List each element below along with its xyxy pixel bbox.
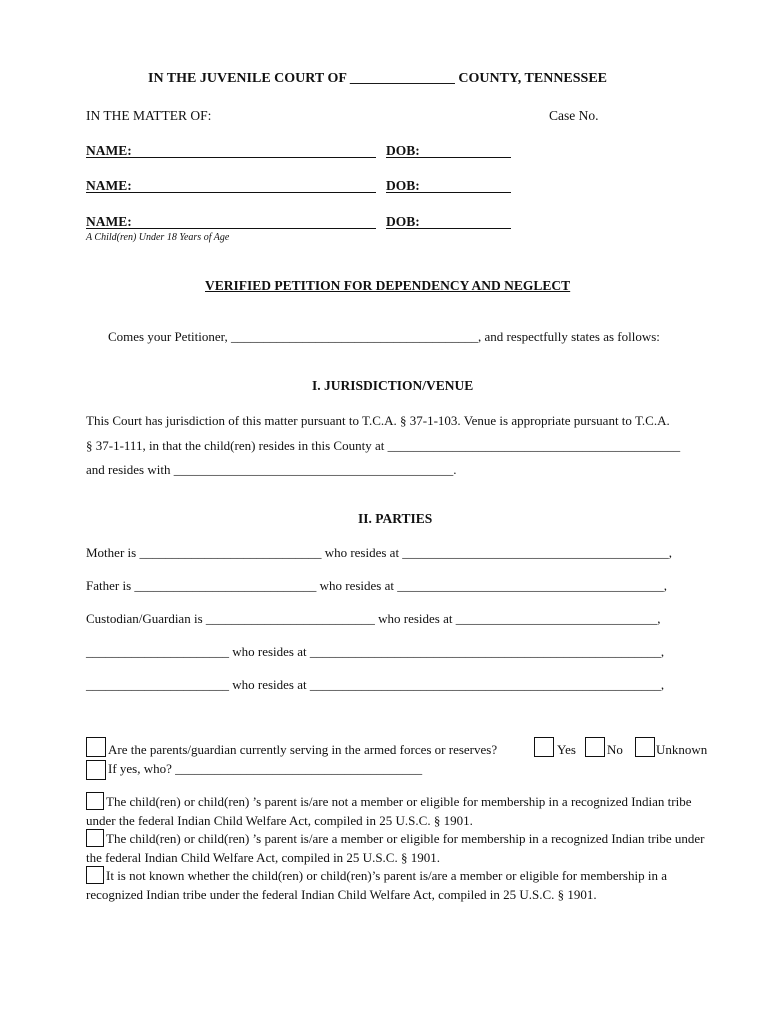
custodian-row: Custodian/Guardian is __________________________ who resides at _______________________________, [86, 611, 661, 626]
jurisdiction-line-2: § 37-1-111, in that the child(ren) resides in this County at _____________________________________________ [86, 438, 681, 453]
jurisdiction-line-1: This Court has jurisdiction of this matter pursuant to T.C.A. § 37-1-103. Venue is appropriate pursuant to T.C.A. [86, 413, 670, 428]
child-1-name-label: NAME: [86, 143, 132, 158]
icwa-unknown-text: It is not known whether the child(ren) or child(ren)’s parent is/are a member or eligible for membership in a recognized Indian tribe under the federal Indian Child Welfare Act, compiled in 25 U.S.C. § 1901. [86, 868, 667, 902]
child-3-dob-field[interactable] [386, 228, 511, 229]
age-note: A Child(ren) Under 18 Years of Age [86, 232, 230, 243]
child-2-dob-label: DOB: [386, 178, 420, 193]
yes-checkbox[interactable] [534, 737, 554, 757]
child-1-name-field[interactable] [86, 157, 376, 158]
unknown-checkbox[interactable] [635, 737, 655, 757]
icwa-member-checkbox[interactable] [86, 829, 104, 847]
child-3-name-label: NAME: [86, 214, 132, 229]
jurisdiction-heading: I. JURISDICTION/VENUE [312, 378, 474, 393]
icwa-paragraph-member [86, 829, 716, 867]
mother-row: Mother is ____________________________ who resides at _________________________________________, [86, 545, 673, 560]
icwa-not-member-text: The child(ren) or child(ren) ’s parent is/are not a member or eligible for membership in a recognized Indian tribe under the federal Indian Child Welfare Act, compiled in 25 U.S.C. § 1901. [86, 794, 692, 828]
child-3-dob-label: DOB: [386, 214, 420, 229]
icwa-unknown-checkbox[interactable] [86, 866, 104, 884]
if-yes-who: If yes, who? ______________________________________ [108, 761, 423, 776]
petition-title: VERIFIED PETITION FOR DEPENDENCY AND NEGLECT [205, 278, 571, 293]
jurisdiction-line-3: and resides with ___________________________________________. [86, 462, 457, 477]
icwa-member-text: The child(ren) or child(ren) ’s parent is/are a member or eligible for membership in a recognized Indian tribe under the federal Indian Child Welfare Act, compiled in 25 U.S.C. § 1901. [86, 831, 705, 865]
parties-heading: II. PARTIES [358, 511, 433, 526]
petitioner-intro: Comes your Petitioner, ______________________________________, and respectfully states as follows: [108, 329, 660, 344]
icwa-not-member-checkbox[interactable] [86, 792, 104, 810]
no-checkbox[interactable] [585, 737, 605, 757]
yes-label: Yes [557, 742, 576, 757]
child-2-name-field[interactable] [86, 192, 376, 193]
armed-forces-checkbox[interactable] [86, 737, 106, 757]
child-2-dob-field[interactable] [386, 192, 511, 193]
matter-label: IN THE MATTER OF: [86, 108, 212, 123]
court-title: IN THE JUVENILE COURT OF _______________ COUNTY, TENNESSEE [148, 71, 608, 86]
armed-forces-question: Are the parents/guardian currently serving in the armed forces or reserves? [108, 742, 498, 757]
if-yes-checkbox[interactable] [86, 760, 106, 780]
child-2-name-label: NAME: [86, 178, 132, 193]
father-row: Father is ____________________________ who resides at _________________________________________, [86, 578, 668, 593]
child-3-name-field[interactable] [86, 228, 376, 229]
child-1-dob-field[interactable] [386, 157, 511, 158]
icwa-paragraph-unknown [86, 866, 716, 904]
unknown-label: Unknown [656, 742, 708, 757]
other-party-row-1: ______________________ who resides at ______________________________________________________, [86, 644, 665, 659]
no-label: No [607, 742, 623, 757]
child-1-dob-label: DOB: [386, 143, 420, 158]
case-no-label: Case No. [549, 108, 599, 123]
other-party-row-2: ______________________ who resides at ______________________________________________________, [86, 677, 665, 692]
icwa-paragraph-not-member [86, 792, 716, 830]
